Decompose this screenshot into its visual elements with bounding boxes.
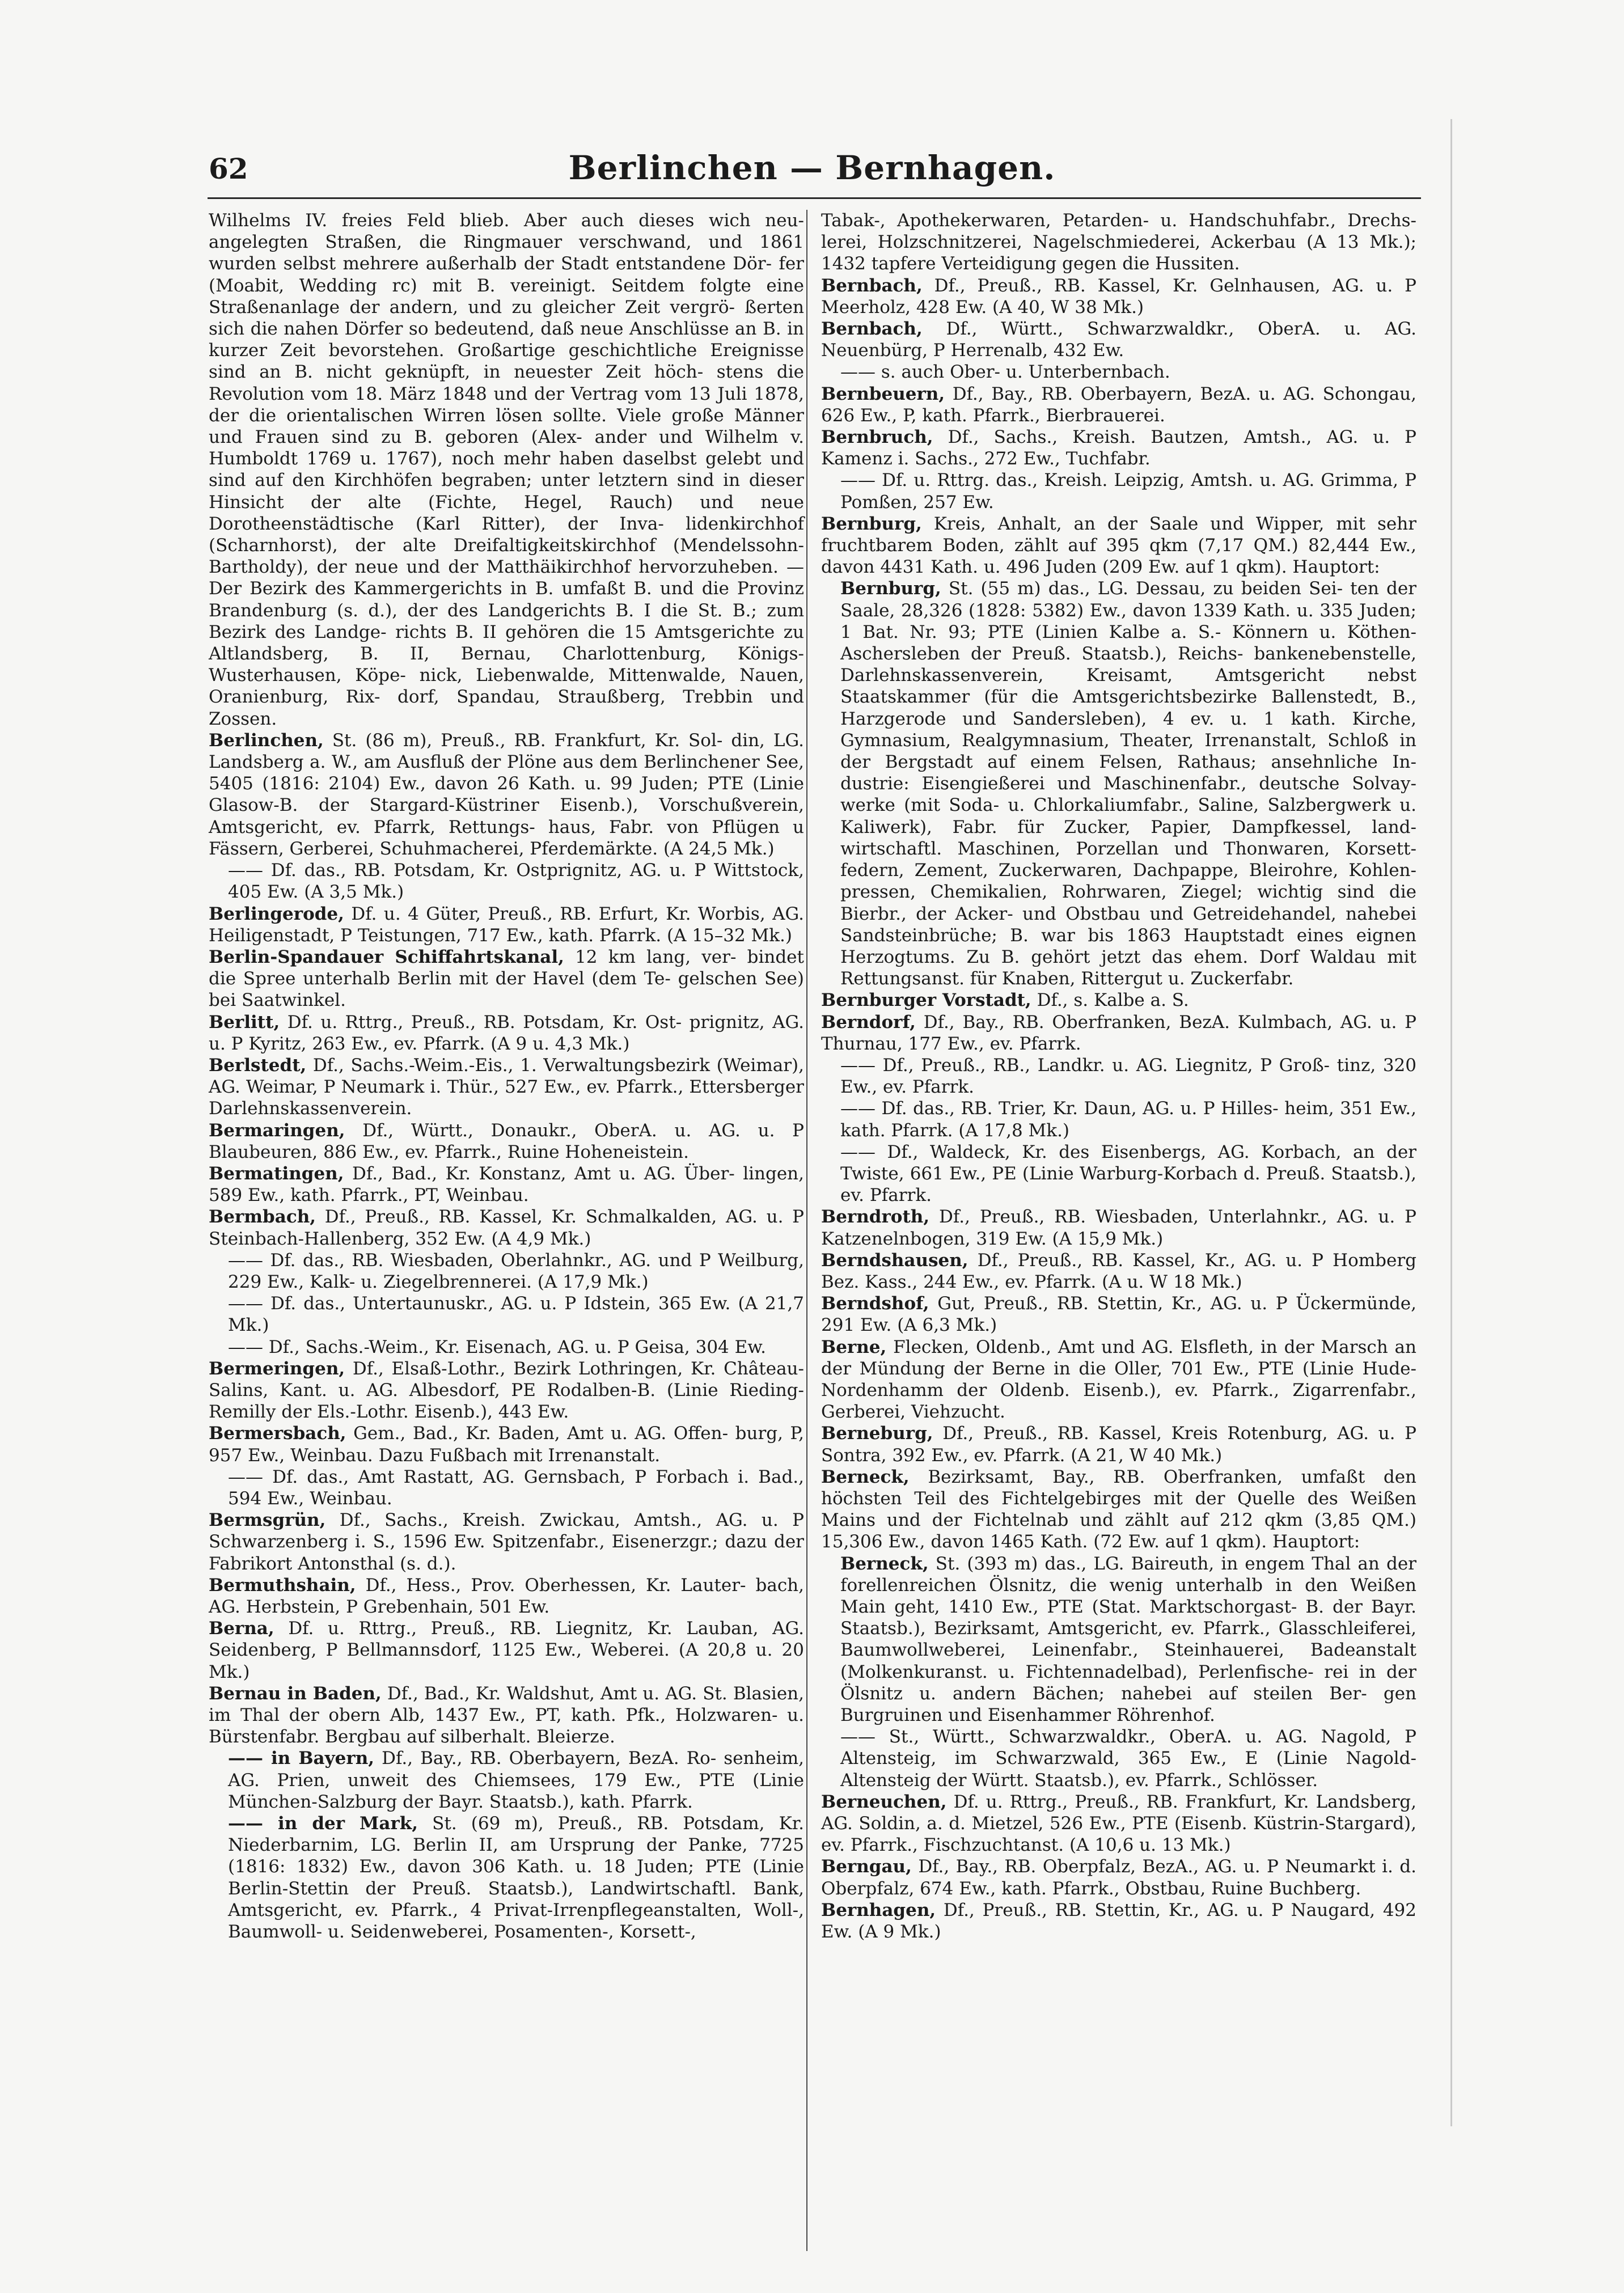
- entry-text: Df., s. Kalbe a. S.: [1037, 990, 1189, 1011]
- entry-text: —— St., Württ., Schwarzwaldkr., OberA. u. AG. Nagold, P Altensteig, im Schwarzwald, 365 Ew., E (Linie Nagold- Altensteig der Württ. Staatsb.), ev. Pfarrk., Schlösser.: [840, 1727, 1416, 1791]
- entry-text: Gem., Bad., Kr. Baden, Amt u. AG. Offen- burg, P, 957 Ew., Weinbau. Dazu Fußbach mit Irrenanstalt.: [209, 1423, 804, 1466]
- entry-text: Df. u. Rttrg., Preuß., RB. Frankfurt, Kr. Landsberg, AG. Soldin, a. d. Mietzel, 526 Ew., PTE (Eisenb. Küstrin-Stargard), ev. Pfarrk., Fischzuchtanst. (A 10,6 u. 13 Mk.): [821, 1791, 1417, 1856]
- entry-text: Df., Bad., Kr. Waldshut, Amt u. AG. St. Blasien, im Thal der obern Alb, 1437 Ew., PT, kath. Pfk., Holzwaren- u. Bürstenfabr. Bergbau auf silberhalt. Bleierze.: [209, 1683, 804, 1748]
- entry-headword: Bermbach,: [209, 1207, 316, 1228]
- entry-text: Bezirksamt, Bay., RB. Oberfranken, umfaßt den höchsten Teil des Fichtelgebirges mit der Quelle des Weißen Mains und der Fichtelnab und zählt auf 212 qkm (3,85 QM.) 15,306 Ew., davon 1465 Kath. (72 Ew. auf 1 qkm). Hauptort:: [821, 1466, 1417, 1552]
- entry-text: —— Df., Sachs.-Weim., Kr. Eisenach, AG. u. P Geisa, 304 Ew.: [228, 1336, 766, 1357]
- dictionary-entry: [821, 989, 1416, 1011]
- entry-text: St. (69 m), Preuß., RB. Potsdam, Kr. Niederbarnim, LG. Berlin II, am Ursprung der Panke, 7725 (1816: 1832) Ew., davon 306 Kath. u. 18 Juden; PTE (Linie Berlin-Stettin der Preuß. Staatsb.), Landwirtschaftl. Bank, Amtsgericht, ev. Pfarrk., 4 Privat-Irrenpflegeanstalten, Woll-, Baumwoll- u. Seidenweberei, Posamenten-, Korsett-,: [228, 1813, 805, 1943]
- entry-text: —— Df., Waldeck, Kr. des Eisenbergs, AG. Korbach, an der Twiste, 661 Ew., PE (Linie Warburg-Korbach d. Preuß. Staatsb.), ev. Pfarrk.: [840, 1141, 1416, 1206]
- entry-headword: Berndshof,: [821, 1293, 929, 1314]
- dictionary-entry: [209, 1575, 804, 1618]
- entry-headword: —— in Bayern,: [228, 1748, 375, 1769]
- dictionary-entry: [821, 469, 1416, 513]
- dictionary-entry: [821, 1141, 1416, 1207]
- entry-text: Df., Bay., RB. Oberbayern, BezA. Ro- senheim, AG. Prien, unweit des Chiemsees, 179 Ew., PTE (Linie München-Salzburg der Bayr. Staatsb.), kath. Pfarrk.: [228, 1748, 804, 1812]
- entry-text: —— Df. das., RB. Trier, Kr. Daun, AG. u. P Hilles- heim, 351 Ew., kath. Pfarrk. (A 17,8 Mk.): [840, 1098, 1416, 1141]
- dictionary-entry: [821, 1466, 1416, 1553]
- right-column: [821, 210, 1416, 1943]
- entry-headword: Bernau in Baden,: [209, 1683, 382, 1704]
- column-divider: [806, 210, 807, 2251]
- dictionary-entry: [209, 210, 804, 730]
- dictionary-entry: [209, 1055, 804, 1120]
- dictionary-entry: [821, 1899, 1416, 1943]
- entry-text: Df., Hess., Prov. Oberhessen, Kr. Lauter- bach, AG. Herbstein, P Grebenhain, 501 Ew.: [209, 1575, 804, 1617]
- entry-text: St. (55 m) das., LG. Dessau, zu beiden Sei- ten der Saale, 28,326 (1828: 5382) Ew., davon 1339 Kath. u. 335 Juden; 1 Bat. Nr. 93; PTE (Linien Kalbe a. S.- Könnern u. Köthen-Aschersleben der Preuß. Staatsb.), Reichs- bankenebenstelle, Darlehnskassenverein, Kreisamt, Amtsgericht nebst Staatskammer (für die Amtsgerichtsbezirke Ballenstedt, B., Harzgerode und Sandersleben), 4 ev. u. 1 kath. Kirche, Gymnasium, Realgymnasium, Theater, Irrenanstalt, Schloß in der Bergstadt auf einem Felsen, Rathaus; ansehnliche In- dustrie: Eisengießerei und Maschinenfabr., deutsche Solvay- werke (mit Soda- u. Chlorkaliumfabr., Saline, Salzbergwerk u. Kaliwerk), Fabr. für Zucker, Papier, Dampfkessel, land- wirtschaftl. Maschinen, Porzellan und Thonwaren, Korsett- federn, Zement, Zuckerwaren, Dachpappe, Bleirohre, Kohlen- pressen, Chemikalien, Rohrwaren, Ziegel; wichtig sind die Bierbr., der Acker- und Obstbau und Getreidehandel, nahebei Sandsteinbrüche; B. war bis 1863 Hauptstadt eines eignen Herzogtums. Zu B. gehört jetzt das ehem. Dorf Waldau mit Rettungsanst. für Knaben, Rittergut u. Zuckerfabr.: [840, 578, 1416, 989]
- entry-text: 12 km lang, ver- bindet die Spree unterhalb Berlin mit der Havel (dem Te- gelschen See) bei Saatwinkel.: [209, 946, 804, 1011]
- dictionary-entry: [821, 1012, 1416, 1055]
- dictionary-entry: [821, 1336, 1416, 1423]
- left-column: [209, 210, 804, 1943]
- dictionary-entry: [821, 578, 1416, 989]
- dictionary-entry: [821, 383, 1416, 426]
- dictionary-entry: [821, 275, 1416, 318]
- dictionary-entry: [209, 1683, 804, 1748]
- entry-text: —— Df., Preuß., RB., Landkr. u. AG. Liegnitz, P Groß- tinz, 320 Ew., ev. Pfarrk.: [840, 1055, 1416, 1098]
- dictionary-entry: [209, 1293, 804, 1336]
- entry-text: St. (393 m) das., LG. Baireuth, in engem Thal an der forellenreichen Ölsnitz, die wenig unterhalb in den Weißen Main geht, 1410 Ew., PTE (Stat. Marktschorgast- B. der Bayr. Staatsb.), Bezirksamt, Amtsgericht, ev. Pfarrk., Glasschleiferei, Baumwollweberei, Leinenfabr., Steinhauerei, Badeanstalt (Molkenkuranst. u. Fichtennadelbad), Perlenfische- rei in der Ölsnitz u. andern Bächen; nahebei auf steilen Ber- gen Burgruinen und Eisenhammer Röhrenhof.: [840, 1553, 1416, 1726]
- dictionary-entry: [821, 1098, 1416, 1141]
- dictionary-entry: [821, 1206, 1416, 1249]
- dictionary-entry: [209, 1206, 804, 1249]
- entry-text: Df., Preuß., RB. Wiesbaden, Unterlahnkr., AG. u. P Katzenelnbogen, 319 Ew. (A 15,9 Mk.): [821, 1207, 1416, 1249]
- entry-headword: Berlin-Spandauer Schiffahrtskanal,: [209, 946, 564, 967]
- dictionary-entry: [209, 1618, 804, 1683]
- entry-headword: Bernburg,: [840, 578, 941, 599]
- entry-headword: Berlinchen,: [209, 730, 324, 751]
- entry-text: Df. u. Rttrg., Preuß., RB. Potsdam, Kr. Ost- prignitz, AG. u. P Kyritz, 263 Ew., ev. Pfarrk. (A 9 u. 4,3 Mk.): [209, 1012, 804, 1054]
- dictionary-entry: [209, 1012, 804, 1055]
- header-rule: [208, 197, 1421, 199]
- entry-headword: Berna,: [209, 1618, 274, 1639]
- entry-text: —— Df. das., RB. Wiesbaden, Oberlahnkr., AG. und P Weilburg, 229 Ew., Kalk- u. Ziegelbrennerei. (A 17,9 Mk.): [228, 1250, 804, 1292]
- dictionary-entry: [821, 210, 1416, 275]
- entry-headword: Berndshausen,: [821, 1250, 969, 1271]
- entry-text: Df., Preuß., RB. Kassel, Kr. Gelnhausen, AG. u. P Meerholz, 428 Ew. (A 40, W 38 Mk.): [821, 275, 1416, 318]
- dictionary-entry: [209, 1336, 804, 1358]
- entry-text: Df., Sachs., Kreish. Zwickau, Amtsh., AG. u. P Schwarzenberg i. S., 1596 Ew. Spitzenfabr., Eisenerzgr.; dazu der Fabrikort Antonsthal (s. d.).: [209, 1510, 804, 1574]
- entry-text: —— Df. das., Amt Rastatt, AG. Gernsbach, P Forbach i. Bad., 594 Ew., Weinbau.: [228, 1466, 804, 1509]
- dictionary-entry: [821, 1250, 1416, 1293]
- entry-headword: Bernhagen,: [821, 1899, 936, 1920]
- dictionary-entry: [209, 1813, 804, 1943]
- dictionary-entry: [821, 1553, 1416, 1727]
- entry-headword: Berneburg,: [821, 1423, 933, 1444]
- entry-text: Df., Preuß., RB. Kassel, Kreis Rotenburg, AG. u. P Sontra, 392 Ew., ev. Pfarrk. (A 21, W 40 Mk.): [821, 1423, 1416, 1466]
- entry-headword: Bermaringen,: [209, 1120, 345, 1141]
- entry-headword: Berlstedt,: [209, 1055, 307, 1076]
- entry-text: —— s. auch Ober- u. Unterbernbach.: [840, 362, 1170, 383]
- entry-headword: Bermeringen,: [209, 1358, 345, 1379]
- dictionary-entry: [209, 860, 804, 903]
- entry-text: Wilhelms IV. freies Feld blieb. Aber auch dieses wich neu- angelegten Straßen, die Ringmauer verschwand, und 1861 wurden selbst mehrere außerhalb der Stadt entstandene Dör- fer (Moabit, Wedding rc) mit B. vereinigt. Seitdem folgte eine Straßenanlage der andern, und zu gleicher Zeit vergrö- ßerten sich die nahen Dörfer so bedeutend, daß neue Anschlüsse an B. in kurzer Zeit bevorstehen. Großartige geschichtliche Ereignisse sind an B. nicht geknüpft, in neuester Zeit höch- stens die Revolution vom 18. März 1848 und der Vertrag vom 13 Juli 1878, der die orientalischen Wirren lösen sollte. Viele große Männer und Frauen sind zu B. geboren (Alex- ander und Wilhelm v. Humboldt 1769 u. 1767), noch mehr haben daselbst gelebt und sind auf den Kirchhöfen begraben; unter letztern sind in dieser Hinsicht der alte (Fichte, Hegel, Rauch) und neue Dorotheenstädtische (Karl Ritter), der Inva- lidenkirchhof (Scharnhorst), der alte Dreifaltigkeitskirchhof (Mendelssohn-Bartholdy), der neue und der Matthäikirchhof hervorzuheben. — Der Bezirk des Kammergerichts in B. umfaßt B. und die Provinz Brandenburg (s. d.), der des Landgerichts B. I die St. B.; zum Bezirk des Landge- richts B. II gehören die 15 Amtsgerichte zu Altlandsberg, B. II, Bernau, Charlottenburg, Königs-Wusterhausen, Köpe- nick, Liebenwalde, Mittenwalde, Nauen, Oranienburg, Rix- dorf, Spandau, Straußberg, Trebbin und Zossen.: [209, 210, 804, 729]
- dictionary-entry: [209, 1748, 804, 1813]
- entry-headword: Bermersbach,: [209, 1423, 346, 1444]
- entry-text: Df., Preuß., RB. Kassel, Kr. Schmalkalden, AG. u. P Steinbach-Hallenberg, 352 Ew. (A 4,9 Mk.): [209, 1207, 805, 1249]
- running-head: Berlinchen — Bernhagen.: [568, 149, 1056, 187]
- entry-text: —— Df. das., Untertaunuskr., AG. u. P Idstein, 365 Ew. (A 21,7 Mk.): [228, 1293, 804, 1336]
- entry-headword: Bernburg,: [821, 513, 922, 534]
- entry-text: Df., Württ., Schwarzwaldkr., OberA. u. AG. Neuenbürg, P Herrenalb, 432 Ew.: [821, 319, 1416, 361]
- entry-text: Df. u. 4 Güter, Preuß., RB. Erfurt, Kr. Worbis, AG. Heiligenstadt, P Teistungen, 717 Ew., kath. Pfarrk. (A 15–32 Mk.): [209, 903, 804, 946]
- entry-headword: Berne,: [821, 1336, 887, 1357]
- entry-headword: —— in der Mark,: [228, 1813, 418, 1834]
- entry-headword: Berlitt,: [209, 1012, 280, 1033]
- dictionary-entry: [209, 1163, 804, 1206]
- entry-headword: Berneck,: [821, 1466, 910, 1487]
- entry-text: Df., Sachs., Kreish. Bautzen, Amtsh., AG. u. P Kamenz i. Sachs., 272 Ew., Tuchfabr.: [821, 427, 1417, 469]
- entry-headword: Berneck,: [840, 1553, 929, 1574]
- entry-text: Df. u. Rttrg., Preuß., RB. Liegnitz, Kr. Lauban, AG. Seidenberg, P Bellmannsdorf, 1125 Ew., Weberei. (A 20,8 u. 20 Mk.): [209, 1618, 804, 1682]
- entry-headword: Berlingerode,: [209, 903, 344, 924]
- entry-headword: Bernbeuern,: [821, 383, 945, 404]
- entry-headword: Bernbach,: [821, 319, 923, 340]
- entry-text: Df., Bay., RB. Oberfranken, BezA. Kulmbach, AG. u. P Thurnau, 177 Ew., ev. Pfarrk.: [821, 1012, 1416, 1054]
- dictionary-entry: [821, 1293, 1416, 1336]
- entry-text: Df., Bay., RB. Oberpfalz, BezA., AG. u. P Neumarkt i. d. Oberpfalz, 674 Ew., kath. Pfarrk., Obstbau, Ruine Buchberg.: [821, 1856, 1416, 1899]
- dictionary-entry: [209, 1250, 804, 1293]
- dictionary-entry: [821, 361, 1416, 383]
- entry-text: —— Df. u. Rttrg. das., Kreish. Leipzig, Amtsh. u. AG. Grimma, P Pomßen, 257 Ew.: [840, 470, 1416, 513]
- dictionary-entry: [821, 1791, 1416, 1856]
- dictionary-entry: [821, 1055, 1416, 1098]
- entry-text: Flecken, Oldenb., Amt und AG. Elsfleth, in der Marsch an der Mündung der Berne in die Oller, 701 Ew., PTE (Linie Hude-Nordenhamm der Oldenb. Eisenb.), ev. Pfarrk., Zigarrenfabr., Gerberei, Viehzucht.: [821, 1336, 1416, 1423]
- entry-text: St. (86 m), Preuß., RB. Frankfurt, Kr. Sol- din, LG. Landsberg a. W., am Ausfluß der Plöne aus dem Berlinchener See, 5405 (1816: 2104) Ew., davon 26 Kath. u. 99 Juden; PTE (Linie Glasow-B. der Stargard-Küstriner Eisenb.), Vorschußverein, Amtsgericht, ev. Pfarrk, Rettungs- haus, Fabr. von Pflügen u Fässern, Gerberei, Schuhmacherei, Pferdemärkte. (A 24,5 Mk.): [209, 730, 804, 859]
- dictionary-entry: [209, 946, 804, 1012]
- entry-headword: Berndroth,: [821, 1207, 930, 1228]
- entry-text: Df., Elsaß-Lothr., Bezirk Lothringen, Kr. Château-Salins, Kant. u. AG. Albesdorf, PE Rodalben-B. (Linie Rieding-Remilly der Els.-Lothr. Eisenb.), 443 Ew.: [209, 1358, 804, 1423]
- entry-text: Df., Preuß., RB. Kassel, Kr., AG. u. P Homberg Bez. Kass., 244 Ew., ev. Pfarrk. (A u. W 18 Mk.): [821, 1250, 1416, 1292]
- entry-headword: Berngau,: [821, 1856, 912, 1877]
- dictionary-entry: [209, 1509, 804, 1575]
- entry-text: Df., Preuß., RB. Stettin, Kr., AG. u. P Naugard, 492 Ew. (A 9 Mk.): [821, 1899, 1416, 1943]
- dictionary-entry: [821, 1856, 1416, 1899]
- entry-text: Tabak-, Apothekerwaren, Petarden- u. Handschuhfabr., Drechs- lerei, Holzschnitzerei, Nagelschmiederei, Ackerbau (A 13 Mk.); 1432 tapfere Verteidigung gegen die Hussiten.: [821, 210, 1416, 274]
- dictionary-entry: [821, 318, 1416, 361]
- entry-headword: Bernburger Vorstadt,: [821, 990, 1031, 1011]
- entry-text: Gut, Preuß., RB. Stettin, Kr., AG. u. P Ückermünde, 291 Ew. (A 6,3 Mk.): [821, 1293, 1416, 1336]
- page-number: 62: [209, 152, 248, 185]
- dictionary-entry: [821, 1726, 1416, 1791]
- dictionary-entry: [209, 1466, 804, 1509]
- entry-headword: Berndorf,: [821, 1012, 916, 1033]
- entry-text: Df., Württ., Donaukr., OberA. u. AG. u. P Blaubeuren, 886 Ew., ev. Pfarrk., Ruine Hoheneistein.: [209, 1120, 804, 1162]
- entry-headword: Bermatingen,: [209, 1163, 344, 1184]
- dictionary-entry: [209, 730, 804, 860]
- dictionary-entry: [209, 1423, 804, 1466]
- dictionary-entry: [209, 903, 804, 946]
- entry-text: Df., Bay., RB. Oberbayern, BezA. u. AG. Schongau, 626 Ew., P, kath. Pfarrk., Bierbrauerei.: [821, 383, 1416, 426]
- entry-headword: Bernbach,: [821, 275, 923, 296]
- dictionary-entry: [821, 426, 1416, 469]
- entry-headword: Bernbruch,: [821, 427, 933, 448]
- margin-rule: [1450, 119, 1452, 2126]
- entry-text: Kreis, Anhalt, an der Saale und Wipper, mit sehr fruchtbarem Boden, zählt auf 395 qkm (7,17 QM.) 82,444 Ew., davon 4431 Kath. u. 496 Juden (209 Ew. auf 1 qkm). Hauptort:: [821, 513, 1416, 578]
- entry-headword: Berneuchen,: [821, 1791, 947, 1812]
- entry-text: Df., Sachs.-Weim.-Eis., 1. Verwaltungsbezirk (Weimar), AG. Weimar, P Neumark i. Thür., 527 Ew., ev. Pfarrk., Ettersberger Darlehnskassenverein.: [209, 1055, 804, 1119]
- entry-text: —— Df. das., RB. Potsdam, Kr. Ostprignitz, AG. u. P Wittstock, 405 Ew. (A 3,5 Mk.): [228, 860, 804, 903]
- dictionary-entry: [821, 1423, 1416, 1466]
- entry-text: Df., Bad., Kr. Konstanz, Amt u. AG. Über- lingen, 589 Ew., kath. Pfarrk., PT, Weinbau.: [209, 1163, 804, 1206]
- dictionary-entry: [209, 1358, 804, 1423]
- entry-headword: Bermuthshain,: [209, 1575, 356, 1596]
- entry-headword: Bermsgrün,: [209, 1510, 326, 1531]
- dictionary-entry: [209, 1120, 804, 1163]
- dictionary-entry: [821, 513, 1416, 578]
